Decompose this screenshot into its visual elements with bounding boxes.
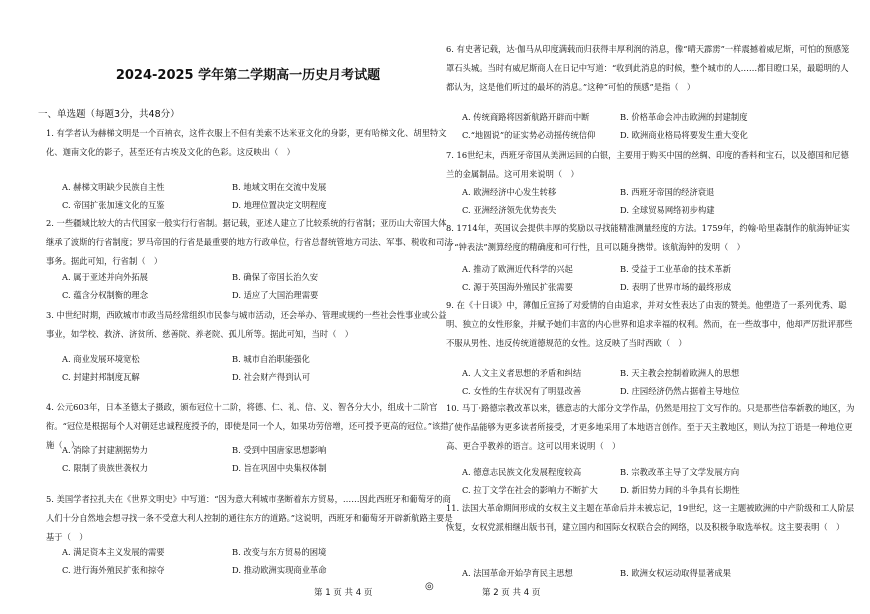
option-right-2-D: D. 全球贸易网络初步构建 <box>620 205 715 215</box>
option-left-3-B: B. 城市自治职能强化 <box>232 354 310 364</box>
question-right-5: 10. 马丁·路德宗教改革以来，德意志的大部分文学作品，仍然是用拉丁文写作的。只是那些信奉新教的地区，为了使作品能够为更多读者所接受，才更多地采用了本地语言创作。至于天主教地区，则认为拉丁语是一种地位更高、更合乎教养的语言。这可以用来说明（ ） <box>446 403 855 451</box>
option-left-5-D: D. 推动欧洲实现商业革命 <box>232 565 327 575</box>
option-right-1-A: A. 传统商路将因新航路开辟而中断 <box>462 112 590 122</box>
option-right-2-A: A. 欧洲经济中心发生转移 <box>462 187 557 197</box>
question-left-2: 2. 一些疆域比较大的古代国家一般实行行省制。据记载，亚述人建立了比较系统的行省制；亚历山大帝国大体继承了波斯的行省制度；罗马帝国的行省是最重要的地方行政单位，行省总督统管地方司法、军事、税收和司法事务。据此可知，行省制（ ） <box>46 218 453 266</box>
question-left-1: 1. 有学者认为赫梯文明是一个百衲衣，这件衣服上不但有美索不达米亚文化的身影，更有哈梯文化、胡里特文化、迦南文化的影子，甚至还有古埃及文化的色彩。这反映出（ ） <box>46 128 447 157</box>
option-right-3-C: C. 源于英国海外殖民扩张需要 <box>462 282 573 292</box>
option-left-5-B: B. 改变与东方贸易的困境 <box>232 547 327 557</box>
option-left-2-A: A. 属于亚述并向外拓展 <box>62 272 148 282</box>
option-left-1-A: A. 赫梯文明缺少民族自主性 <box>62 182 165 192</box>
page-footer-right: 第 2 页 共 4 页 <box>482 588 541 598</box>
page-title: 2024-2025 学年第二学期高一历史月考试题 <box>115 68 381 83</box>
question-right-6: 11. 法国大革命期间形成的女权主义主题在革命后并未被忘记，19世纪，这一主题被欧洲的中产阶级和工人阶层恢复，女权党派相继出版书刊，建立国内和国际女权联合会的网络，以及积极争取选举权。这主要表明（ ） <box>446 503 855 532</box>
footer-mark: ◎ <box>425 581 434 592</box>
option-left-4-A: A. 消除了封建割据势力 <box>62 445 148 455</box>
question-left-3: 3. 中世纪时期，西欧城市市政当局经常组织市民参与城市活动，还会举办、管理或规约一些社会性事业或公益事业，如学校、救济、济贫所、慈善院、养老院、孤儿所等。据此可知，当时（ ） <box>46 310 447 339</box>
option-right-3-B: B. 受益于工业革命的技术革新 <box>620 264 731 274</box>
option-right-5-A: A. 德意志民族文化发展程度较高 <box>462 467 582 477</box>
question-right-3: 8. 1714年，英国议会提供丰厚的奖励以寻找能精准测量经度的方法。1759年，约翰·哈里森制作的航海钟证实了“钟表法”测算经度的精确度和可行性，且可以随身携带。该航海钟的发明（ ） <box>446 223 850 252</box>
option-left-1-C: C. 帝国扩张加速文化的互鉴 <box>62 200 165 210</box>
option-right-1-C: C.“地圆说”的证实势必动摇传统信仰 <box>462 130 596 140</box>
option-left-2-C: C. 蕴含分权制衡的理念 <box>62 290 148 300</box>
option-right-4-A: A. 人文主义者思想的矛盾和纠结 <box>462 368 582 378</box>
option-right-4-C: C. 女性的生存状况有了明显改善 <box>462 386 582 396</box>
option-right-5-D: D. 新旧势力间的斗争具有长期性 <box>620 485 740 495</box>
option-right-5-B: B. 宗教改革主导了文学发展方向 <box>620 467 740 477</box>
option-left-4-B: B. 受到中国唐家思想影响 <box>232 445 327 455</box>
option-left-1-D: D. 地理位置决定文明程度 <box>232 200 327 210</box>
option-left-3-D: D. 社会财产得到认可 <box>232 372 311 382</box>
section-heading: 一、单选题（每题3分，共48分） <box>38 109 180 120</box>
option-left-5-A: A. 满足资本主义发展的需要 <box>62 547 165 557</box>
option-left-5-C: C. 进行海外殖民扩张和掠夺 <box>62 565 165 575</box>
option-right-4-D: D. 庄园经济仍然占据着主导地位 <box>620 386 740 396</box>
option-right-1-D: D. 欧洲商业格局将要发生重大变化 <box>620 130 748 140</box>
option-left-2-B: B. 确保了帝国长治久安 <box>232 272 319 282</box>
option-left-3-C: C. 封建封邦制度瓦解 <box>62 372 140 382</box>
option-right-2-C: C. 亚洲经济领先优势丧失 <box>462 205 557 215</box>
option-right-4-B: B. 天主教会控制着欧洲人的思想 <box>620 368 740 378</box>
option-right-6-A: A. 法国革命开始孕育民主思想 <box>462 568 573 578</box>
option-right-1-B: B. 价格革命会冲击欧洲的封建制度 <box>620 112 748 122</box>
option-right-3-D: D. 表明了世界市场的最终形成 <box>620 282 732 292</box>
option-right-6-B: B. 欧洲女权运动取得显著成果 <box>620 568 731 578</box>
question-left-4: 4. 公元603年，日本圣德太子摄政，颁布冠位十二阶，将德、仁、礼、信、义、智各分大小，组成十二阶官衔。“冠位是根据每个人对朝廷忠诚程度授予的，即使是同一个人，如果功劳倍增，还可授予更高的冠位。”该措施（ ） <box>46 402 449 450</box>
option-left-2-D: D. 适应了大国治理需要 <box>232 290 319 300</box>
question-right-4: 9. 在《十日谈》中，薄伽丘宣扬了对爱情的自由追求，并对女性表达了由衷的赞美。他塑造了一系列优秀、聪明、独立的女性形象，并赋予她们丰富的内心世界和追求幸福的权利。然而，在一些故事中，他却严厉批评那些不服从男性、违反传统道德规范的女性。这反映了当时西欧（ ） <box>446 300 853 348</box>
option-left-4-C: C. 限制了贵族世袭权力 <box>62 463 148 473</box>
option-right-2-B: B. 西班牙帝国的经济衰退 <box>620 187 715 197</box>
page-footer-left: 第 1 页 共 4 页 <box>314 588 373 598</box>
option-right-3-A: A. 推动了欧洲近代科学的兴起 <box>462 264 573 274</box>
question-left-5: 5. 美国学者拉扎夫在《世界文明史》中写道：“因为意大利城市垄断着东方贸易，……因此西班牙和葡萄牙的商人们十分自然地会想寻找一条不受意大利人控制的通往东方的道路。”这说明，西班牙和葡萄牙开辟新航路主要是基于（ ） <box>46 494 453 542</box>
question-right-2: 7. 16世纪末，西班牙帝国从美洲运回的白银，主要用于购买中国的丝绸、印度的香料和宝石，以及德国和尼德兰的金属制品。这可用来说明（ ） <box>446 150 849 179</box>
option-left-1-B: B. 地域文明在交流中发展 <box>232 182 327 192</box>
option-left-4-D: D. 旨在巩固中央集权体制 <box>232 463 327 473</box>
option-left-3-A: A. 商业发展环境宽松 <box>62 354 140 364</box>
option-right-5-C: C. 拉丁文学在社会的影响力不断扩大 <box>462 485 598 495</box>
question-right-1: 6. 有史著记载，达·伽马从印度满载而归获得丰厚利润的消息，像“晴天霹雳”一样震撼着威尼斯，可怕的预感笼罩石头城。当时有威尼斯商人在日记中写道：“收到此消息的时候，整个城市的人……都目瞪口呆，最聪明的人都认为，这是他们听过的最坏的消息。”这种“可怕的预感”是指（ ） <box>446 44 850 92</box>
